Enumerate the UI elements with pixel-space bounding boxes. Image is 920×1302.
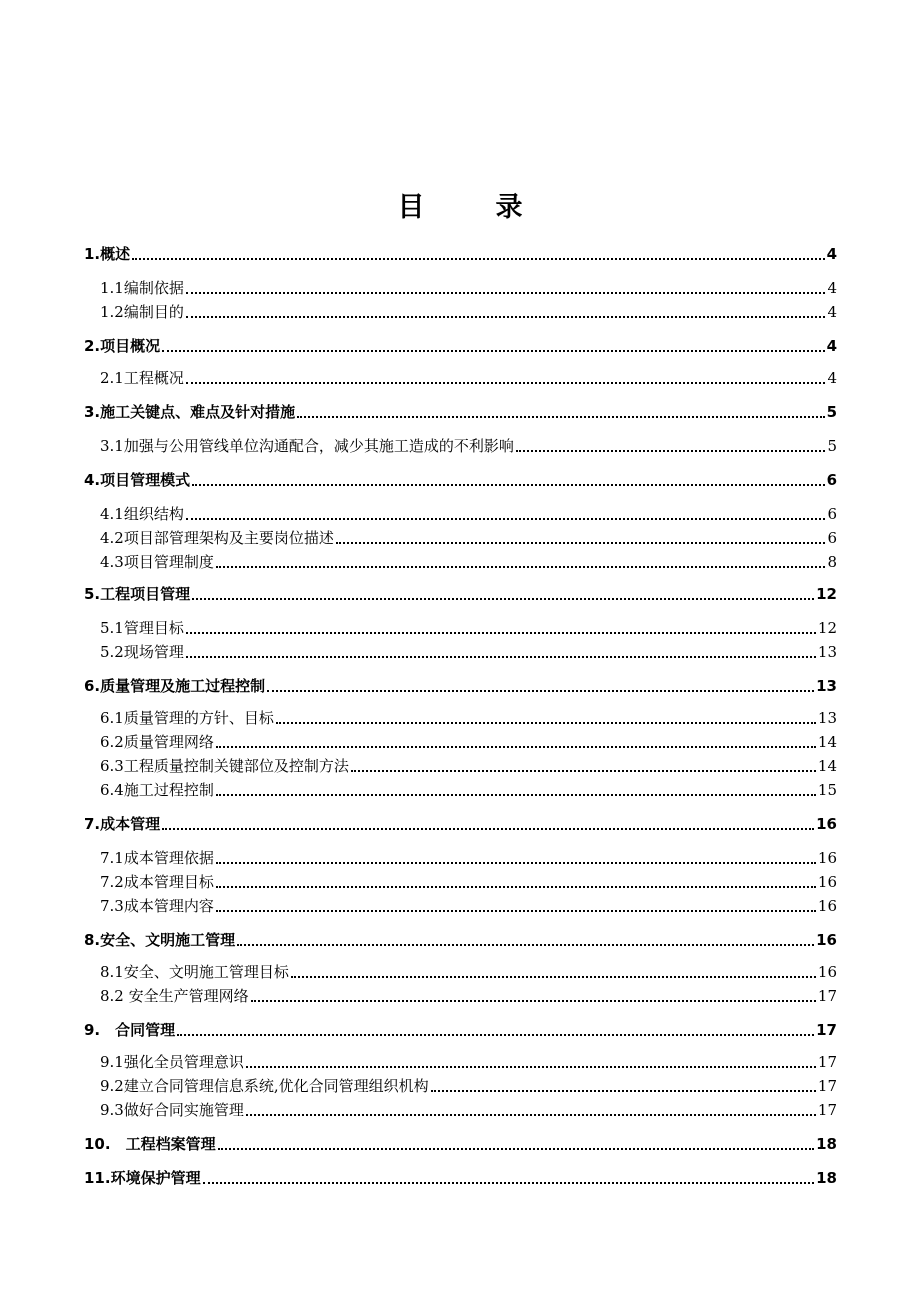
toc-dot-leader bbox=[291, 976, 816, 978]
toc-page-number: 17 bbox=[816, 1021, 837, 1039]
toc-entry-label: 3.施工关键点、难点及针对措施 bbox=[84, 403, 296, 421]
toc-entry-label: 5.1管理目标 bbox=[100, 619, 184, 637]
toc-dot-leader bbox=[276, 722, 816, 724]
toc-page-number: 17 bbox=[817, 987, 837, 1005]
toc-dot-leader bbox=[186, 518, 826, 520]
toc-dot-leader bbox=[186, 292, 826, 294]
toc-dot-leader bbox=[431, 1090, 816, 1092]
toc-dot-leader bbox=[237, 944, 814, 946]
toc-dot-leader bbox=[186, 316, 826, 318]
toc-page-number: 17 bbox=[817, 1053, 837, 1071]
toc-page-number: 14 bbox=[817, 733, 837, 751]
toc-dot-leader bbox=[162, 350, 824, 352]
toc-entry-label: 9. 合同管理 bbox=[84, 1021, 176, 1039]
toc-page-number: 6 bbox=[827, 529, 837, 547]
toc-entry-label: 9.1强化全员管理意识 bbox=[100, 1053, 244, 1071]
toc-dot-leader bbox=[216, 862, 816, 864]
toc-entry-label: 2.1工程概况 bbox=[100, 369, 184, 387]
toc-dot-leader bbox=[351, 770, 816, 772]
toc-entry-section[interactable] bbox=[100, 706, 837, 730]
toc-dot-leader bbox=[216, 886, 816, 888]
toc-page-number: 16 bbox=[817, 873, 837, 891]
toc-dot-leader bbox=[203, 1182, 815, 1184]
toc-entry-label: 4.3项目管理制度 bbox=[100, 553, 214, 571]
toc-entry-label: 6.1质量管理的方针、目标 bbox=[100, 709, 274, 727]
toc-dot-leader bbox=[186, 656, 816, 658]
toc-entry-section[interactable] bbox=[100, 1098, 837, 1122]
toc-page-number: 16 bbox=[817, 963, 837, 981]
toc-entry-section[interactable] bbox=[100, 894, 837, 918]
toc-entry-section[interactable] bbox=[100, 984, 837, 1008]
toc-entry-label: 9.2建立合同管理信息系统,优化合同管理组织机构 bbox=[100, 1077, 429, 1095]
toc-page-number: 6 bbox=[826, 471, 837, 489]
toc-entry-section[interactable] bbox=[100, 960, 837, 984]
toc-dot-leader bbox=[216, 794, 816, 796]
toc-page-number: 4 bbox=[827, 303, 837, 321]
toc-dot-leader bbox=[246, 1066, 816, 1068]
toc-entry-section[interactable] bbox=[100, 640, 837, 664]
toc-entry-section[interactable] bbox=[100, 276, 837, 300]
toc-entry-label: 8.安全、文明施工管理 bbox=[84, 931, 236, 949]
toc-entry-section[interactable] bbox=[100, 754, 837, 778]
toc-entry-chapter[interactable] bbox=[84, 242, 837, 266]
toc-entry-section[interactable] bbox=[100, 870, 837, 894]
toc-dot-leader bbox=[162, 828, 814, 830]
toc-dot-leader bbox=[177, 1034, 814, 1036]
toc-entry-chapter[interactable] bbox=[84, 468, 837, 492]
toc-page-number: 18 bbox=[816, 1169, 837, 1187]
toc-page-number: 12 bbox=[816, 585, 837, 603]
toc-entry-label: 6.4施工过程控制 bbox=[100, 781, 214, 799]
toc-page-number: 8 bbox=[827, 553, 837, 571]
toc-page-number: 13 bbox=[817, 709, 837, 727]
toc-dot-leader bbox=[336, 542, 826, 544]
toc-entry-label: 5.2现场管理 bbox=[100, 643, 184, 661]
toc-page-number: 5 bbox=[827, 437, 837, 455]
toc-entry-label: 4.项目管理模式 bbox=[84, 471, 191, 489]
toc-dot-leader bbox=[186, 632, 816, 634]
toc-entry-label: 8.2 安全生产管理网络 bbox=[100, 987, 249, 1005]
toc-dot-leader bbox=[186, 382, 826, 384]
toc-page-number: 6 bbox=[827, 505, 837, 523]
toc-entry-section[interactable] bbox=[100, 550, 837, 574]
toc-page-number: 4 bbox=[827, 369, 837, 387]
toc-entry-section[interactable] bbox=[100, 1074, 837, 1098]
toc-page-number: 16 bbox=[817, 897, 837, 915]
toc-entry-label: 1.2编制目的 bbox=[100, 303, 184, 321]
toc-dot-leader bbox=[246, 1114, 816, 1116]
toc-entry-section[interactable] bbox=[100, 730, 837, 754]
toc-dot-leader bbox=[297, 416, 824, 418]
toc-page-number: 16 bbox=[817, 849, 837, 867]
toc-page-number: 4 bbox=[826, 337, 837, 355]
toc-entry-section[interactable] bbox=[100, 366, 837, 390]
toc-dot-leader bbox=[251, 1000, 816, 1002]
toc-entry-label: 3.1加强与公用管线单位沟通配合，减少其施工造成的不利影响 bbox=[100, 437, 514, 455]
toc-entry-chapter[interactable] bbox=[84, 812, 837, 836]
toc-dot-leader bbox=[192, 598, 814, 600]
toc-entry-chapter[interactable] bbox=[84, 1132, 837, 1156]
toc-entry-section[interactable] bbox=[100, 778, 837, 802]
toc-entry-label: 7.1成本管理依据 bbox=[100, 849, 214, 867]
toc-page-number: 16 bbox=[816, 815, 837, 833]
toc-entry-chapter[interactable] bbox=[84, 582, 837, 606]
toc-entry-chapter[interactable] bbox=[84, 1018, 837, 1042]
toc-entry-label: 4.1组织结构 bbox=[100, 505, 184, 523]
toc-entry-label: 6.质量管理及施工过程控制 bbox=[84, 677, 266, 695]
toc-entry-label: 8.1安全、文明施工管理目标 bbox=[100, 963, 289, 981]
toc-entry-chapter[interactable] bbox=[84, 674, 837, 698]
toc-page-number: 17 bbox=[817, 1101, 837, 1119]
toc-entry-section[interactable] bbox=[100, 616, 837, 640]
toc-page-number: 16 bbox=[816, 931, 837, 949]
toc-entry-label: 10. 工程档案管理 bbox=[84, 1135, 216, 1153]
toc-entry-label: 7.2成本管理目标 bbox=[100, 873, 214, 891]
toc-dot-leader bbox=[192, 484, 824, 486]
toc-entry-section[interactable] bbox=[100, 502, 837, 526]
toc-entry-section[interactable] bbox=[100, 526, 837, 550]
toc-entry-label: 1.1编制依据 bbox=[100, 279, 184, 297]
toc-page-number: 12 bbox=[817, 619, 837, 637]
toc-page-number: 14 bbox=[817, 757, 837, 775]
toc-page-number: 4 bbox=[826, 245, 837, 263]
toc-entry-section[interactable] bbox=[100, 434, 837, 458]
toc-dot-leader bbox=[216, 746, 816, 748]
toc-dot-leader bbox=[216, 566, 826, 568]
toc-entry-label: 4.2项目部管理架构及主要岗位描述 bbox=[100, 529, 334, 547]
toc-entry-chapter[interactable] bbox=[84, 928, 837, 952]
toc-dot-leader bbox=[216, 910, 816, 912]
toc-title: 目 录 bbox=[397, 192, 545, 223]
toc-page-number: 13 bbox=[817, 643, 837, 661]
toc-page-number: 15 bbox=[817, 781, 837, 799]
toc-page-number: 4 bbox=[827, 279, 837, 297]
toc-entry-label: 1.概述 bbox=[84, 245, 131, 263]
toc-page-number: 13 bbox=[816, 677, 837, 695]
toc-entry-chapter[interactable] bbox=[84, 400, 837, 424]
toc-entry-label: 7.成本管理 bbox=[84, 815, 161, 833]
toc-dot-leader bbox=[132, 258, 824, 260]
toc-entry-label: 11.环境保护管理 bbox=[84, 1169, 201, 1187]
toc-page-number: 5 bbox=[826, 403, 837, 421]
toc-entry-label: 9.3做好合同实施管理 bbox=[100, 1101, 244, 1119]
toc-entry-label: 6.2质量管理网络 bbox=[100, 733, 214, 751]
toc-dot-leader bbox=[516, 450, 826, 452]
toc-entry-section[interactable] bbox=[100, 1050, 837, 1074]
toc-entry-chapter[interactable] bbox=[84, 1166, 837, 1190]
toc-page-number: 18 bbox=[816, 1135, 837, 1153]
toc-entry-section[interactable] bbox=[100, 846, 837, 870]
toc-page-number: 17 bbox=[817, 1077, 837, 1095]
toc-entry-label: 7.3成本管理内容 bbox=[100, 897, 214, 915]
toc-dot-leader bbox=[267, 690, 814, 692]
toc-entry-label: 5.工程项目管理 bbox=[84, 585, 191, 603]
toc-entry-section[interactable] bbox=[100, 300, 837, 324]
toc-entry-label: 2.项目概况 bbox=[84, 337, 161, 355]
toc-dot-leader bbox=[218, 1148, 815, 1150]
toc-entry-chapter[interactable] bbox=[84, 334, 837, 358]
toc-entry-label: 6.3工程质量控制关键部位及控制方法 bbox=[100, 757, 349, 775]
